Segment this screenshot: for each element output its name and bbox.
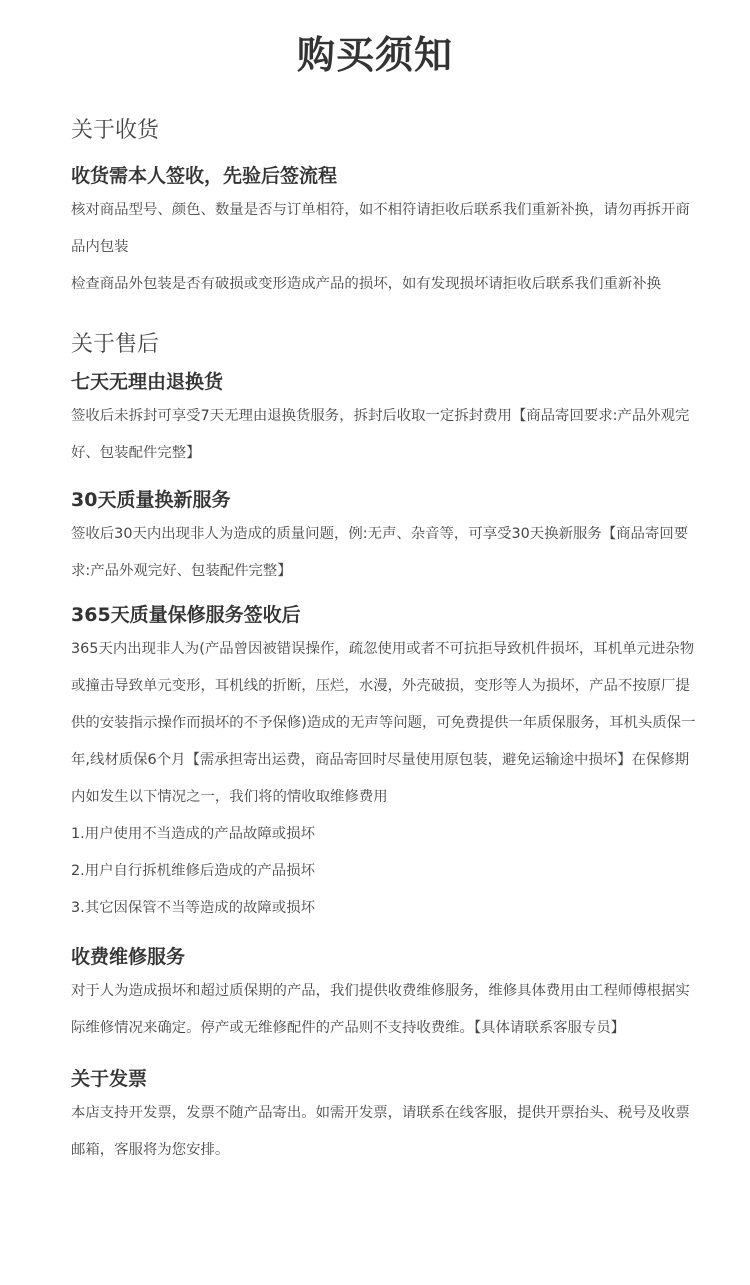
warranty-exclusion-item: 3.其它因保管不当等造成的故障或损坏: [71, 900, 315, 916]
invoice-subheading: 关于发票: [71, 1068, 148, 1090]
paid-repair-block: [71, 943, 698, 1047]
thirty-day-replacement-subheading: 30天质量换新服务: [71, 489, 231, 511]
thirty-day-replacement-text: 签收后30天内出现非人为造成的质量问题，例:无声、杂音等，可享受30天换新服务【商品寄回要求:产品外观完好、包装配件完整】: [71, 526, 689, 579]
seven-day-return-text: 签收后未拆封可享受7天无理由退换货服务，拆封后收取一定拆封费用【商品寄回要求:产品外观完好、包装配件完整】: [71, 408, 690, 461]
warranty-exclusion-item: 2.用户自行拆机维修后造成的产品损坏: [71, 863, 315, 879]
seven-day-return-block: [71, 368, 698, 472]
receiving-paragraph-check-package: 检查商品外包装是否有破损或变形造成产品的损坏，如有发现损坏请拒收后联系我们重新补换: [71, 276, 662, 292]
warranty-subheading: 365天质量保修服务签收后: [71, 604, 301, 626]
paid-repair-subheading: 收费维修服务: [71, 946, 186, 968]
thirty-day-replacement-block: [71, 486, 698, 590]
receiving-paragraph-check-order: 核对商品型号、颜色、数量是否与订单相符，如不相符请拒收后联系我们重新补换，请勿再拆开商品内包装: [71, 202, 690, 255]
warranty-exclusion-item: 1.用户使用不当造成的产品故障或损坏: [71, 826, 315, 842]
receiving-section: [71, 80, 698, 303]
page-title: 购买须知: [296, 33, 453, 77]
receiving-heading: 关于收货: [71, 118, 160, 143]
invoice-text: 本店支持开发票，发票不随产品寄出。如需开发票，请联系在线客服，提供开票抬头、税号及收票邮箱，客服将为您安排。: [71, 1105, 690, 1158]
paid-repair-text: 对于人为造成损坏和超过质保期的产品，我们提供收费维修服务，维修具体费用由工程师傅根据实际维修情况来确定。停产或无维修配件的产品则不支持收费维。【具体请联系客服专员】: [71, 983, 690, 1036]
seven-day-return-subheading: 七天无理由退换货: [71, 371, 224, 393]
receiving-subheading: 收货需本人签收，先验后签流程: [71, 165, 338, 187]
warranty-block: [71, 601, 698, 927]
aftersales-heading: 关于售后: [71, 332, 160, 357]
aftersales-section: [71, 303, 698, 1047]
warranty-text: 365天内出现非人为(产品曾因被错误操作，疏忽使用或者不可抗拒导致机件损坏，耳机单元进杂物或撞击导致单元变形，耳机线的折断，压烂，水漫，外壳破损，变形等人为损坏，产品不按原厂提供的安装指示操作而损坏的不予保修)造成的无声等问题，可免费提供一年质保服务，耳机头质保一年,线材质保6个月【需承担寄出运费，商品寄回时尽量使用原包装，避免运输途中损坏】在保修期内如发生以下情况之一，我们将的情收取维修费用: [71, 641, 696, 805]
invoice-section: [71, 1047, 698, 1169]
